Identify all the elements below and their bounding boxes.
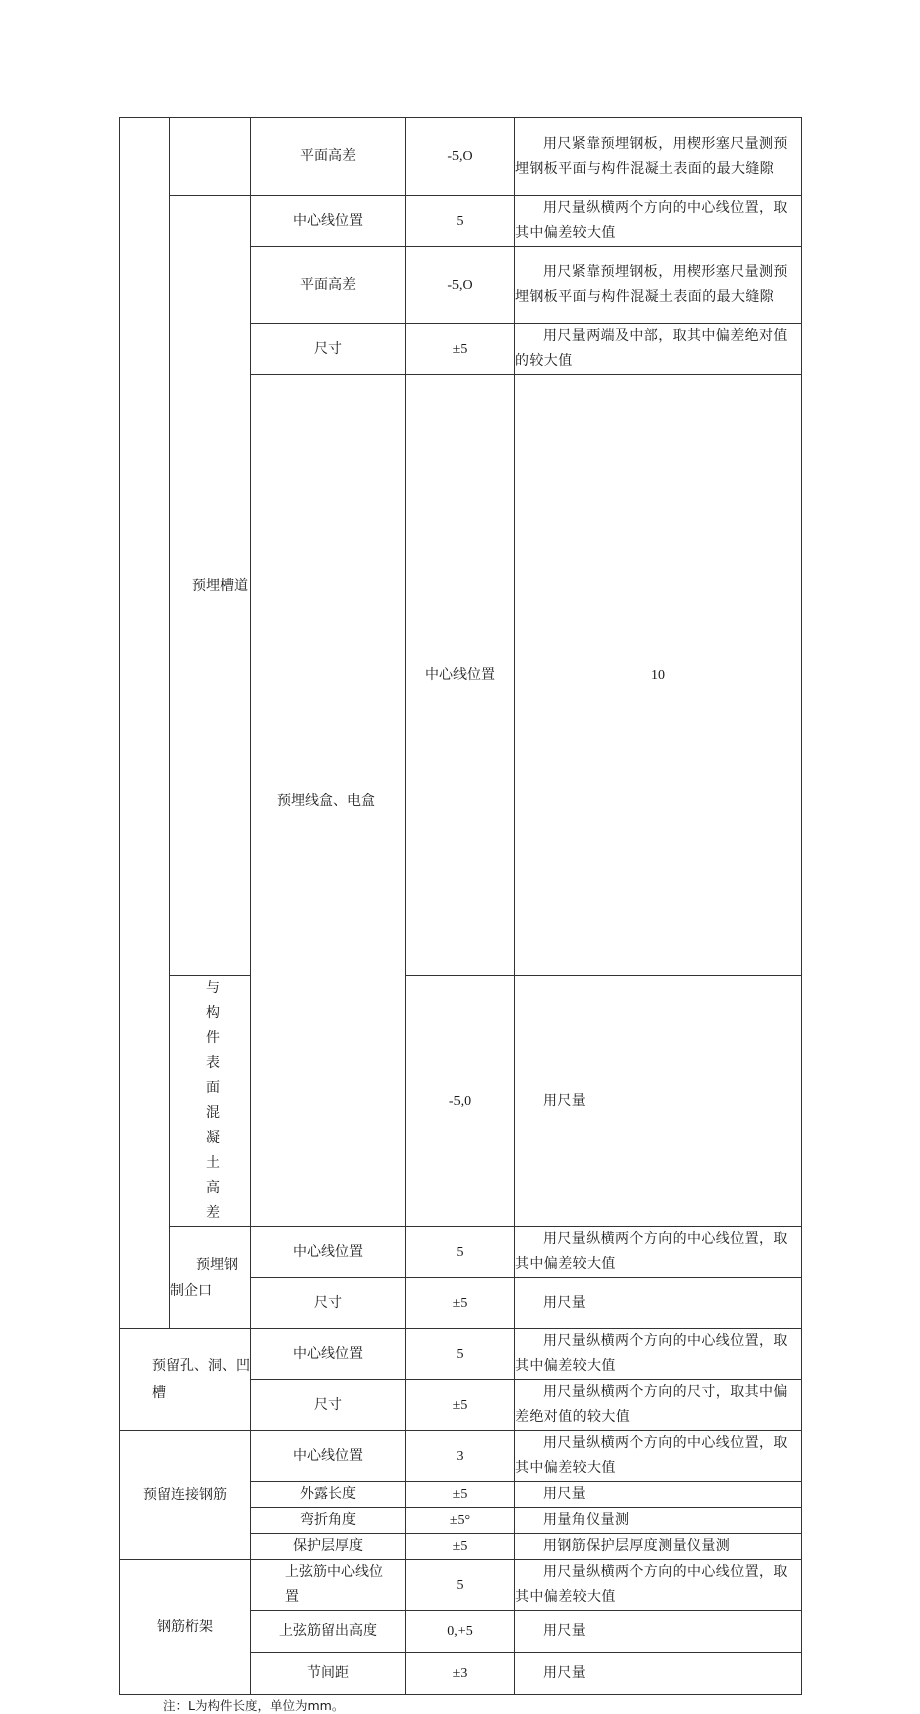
tolerance-cell: 0,+5 xyxy=(406,1611,515,1653)
item-cell: 平面高差 xyxy=(251,247,406,324)
item-cell: 外露长度 xyxy=(251,1482,406,1508)
method-cell xyxy=(515,1560,802,1611)
subcategory-cell xyxy=(251,375,406,1227)
method-text: 用尺量两端及中部，取其中偏差绝对值的较大值 xyxy=(515,328,788,369)
method-cell xyxy=(515,976,802,1227)
subcategory-cell xyxy=(170,196,251,976)
inspection-table-lower xyxy=(119,1328,802,1695)
subcategory-label: 预埋槽道 xyxy=(192,577,248,594)
method-text: 用尺紧靠预埋钢板，用楔形塞尺量测预埋钢板平面与构件混凝土表面的最大缝隙 xyxy=(515,135,788,177)
tolerance-cell: 5 xyxy=(406,1227,515,1278)
inspection-table xyxy=(119,117,802,1329)
item-cell: 尺寸 xyxy=(251,324,406,375)
item-cell: 中心线位置 xyxy=(251,1431,406,1482)
method-text: 用尺量 xyxy=(543,1092,587,1109)
table-row xyxy=(120,976,802,1227)
method-cell xyxy=(515,1227,802,1278)
method-text: 用钢筋保护层厚度测量仪量测 xyxy=(543,1538,731,1554)
category-cell: 预留连接钢筋 xyxy=(120,1431,251,1560)
item-cell: 节间距 xyxy=(251,1653,406,1695)
subcategory-cell-empty xyxy=(170,118,251,196)
tolerance-cell: ±5° xyxy=(406,1508,515,1534)
item-cell: 尺寸 xyxy=(251,1380,406,1431)
table-row xyxy=(120,1227,802,1278)
tolerance-cell: ±3 xyxy=(406,1653,515,1695)
tolerance-cell: 5 xyxy=(406,1329,515,1380)
item-cell: 与构件表面混凝土高差 xyxy=(170,976,251,1227)
tolerance-cell: 5 xyxy=(406,1560,515,1611)
method-cell xyxy=(515,247,802,324)
category-label: 预留孔、洞、凹槽 xyxy=(152,1357,250,1401)
method-text: 用尺量纵横两个方向的中心线位置，取其中偏差较大值 xyxy=(515,1564,788,1605)
method-cell xyxy=(515,118,802,196)
tolerance-cell: ±5 xyxy=(406,1380,515,1431)
subcategory-label: 预埋钢制企口 xyxy=(170,1256,238,1299)
item-cell: 弯折角度 xyxy=(251,1508,406,1534)
category-cell: 钢筋桁架 xyxy=(120,1560,251,1695)
category-cell xyxy=(120,1329,251,1431)
item-cell: 平面高差 xyxy=(251,118,406,196)
method-cell xyxy=(515,1482,802,1508)
method-cell xyxy=(515,1653,802,1695)
method-text: 用尺量 xyxy=(543,1486,587,1502)
method-text: 用尺量 xyxy=(543,1623,587,1639)
method-cell xyxy=(515,1534,802,1560)
method-cell xyxy=(515,324,802,375)
table-row xyxy=(120,1560,802,1611)
method-cell xyxy=(515,1380,802,1431)
item-cell: 尺寸 xyxy=(251,1278,406,1329)
tolerance-cell: ±5 xyxy=(406,1482,515,1508)
method-text: 用尺量纵横两个方向的中心线位置，取其中偏差较大值 xyxy=(515,1333,788,1374)
tolerance-cell: 5 xyxy=(406,196,515,247)
tolerance-cell: -5,0 xyxy=(406,976,515,1227)
item-cell: 保护层厚度 xyxy=(251,1534,406,1560)
item-cell: 中心线位置 xyxy=(406,375,515,976)
item-cell: 上弦筋留出高度 xyxy=(251,1611,406,1653)
method-text: 用尺紧靠预埋钢板，用楔形塞尺量测预埋钢板平面与构件混凝土表面的最大缝隙 xyxy=(515,264,788,305)
method-text: 用尺量纵横两个方向的中心线位置，取其中偏差较大值 xyxy=(515,1231,788,1272)
method-cell xyxy=(515,1431,802,1482)
table-row xyxy=(120,1431,802,1482)
method-text: 用尺量 xyxy=(543,1665,587,1681)
tolerance-cell: ±5 xyxy=(406,1534,515,1560)
table-row xyxy=(120,196,802,247)
item-cell: 中心线位置 xyxy=(251,1329,406,1380)
table-row xyxy=(120,118,802,196)
tolerance-cell: -5,O xyxy=(406,118,515,196)
tolerance-cell: -5,O xyxy=(406,247,515,324)
method-text: 用尺量纵横两个方向的中心线位置，取其中偏差较大值 xyxy=(515,1435,788,1476)
method-cell xyxy=(515,1329,802,1380)
method-cell xyxy=(515,196,802,247)
item-cell: 中心线位置 xyxy=(251,1227,406,1278)
table-row xyxy=(120,1329,802,1380)
tolerance-cell: 10 xyxy=(515,375,802,976)
method-cell xyxy=(515,1611,802,1653)
item-cell: 中心线位置 xyxy=(251,196,406,247)
method-text: 用尺量纵横两个方向的尺寸，取其中偏差绝对值的较大值 xyxy=(515,1384,788,1425)
tolerance-cell: 3 xyxy=(406,1431,515,1482)
category-cell-continued xyxy=(120,118,170,1329)
method-text: 用尺量 xyxy=(543,1294,587,1311)
tolerance-cell: ±5 xyxy=(406,1278,515,1329)
method-cell xyxy=(515,1508,802,1534)
tolerance-cell: ±5 xyxy=(406,324,515,375)
method-cell xyxy=(515,1278,802,1329)
table-footnote: 注：L为构件长度，单位为mm。 xyxy=(163,1698,345,1713)
item-cell: 上弦筋中心线位置 xyxy=(251,1560,406,1611)
subcategory-label: 预埋线盒、电盒 xyxy=(277,792,375,809)
subcategory-cell xyxy=(170,1227,251,1329)
method-text: 用量角仪量测 xyxy=(543,1512,630,1528)
method-text: 用尺量纵横两个方向的中心线位置，取其中偏差较大值 xyxy=(515,200,788,241)
